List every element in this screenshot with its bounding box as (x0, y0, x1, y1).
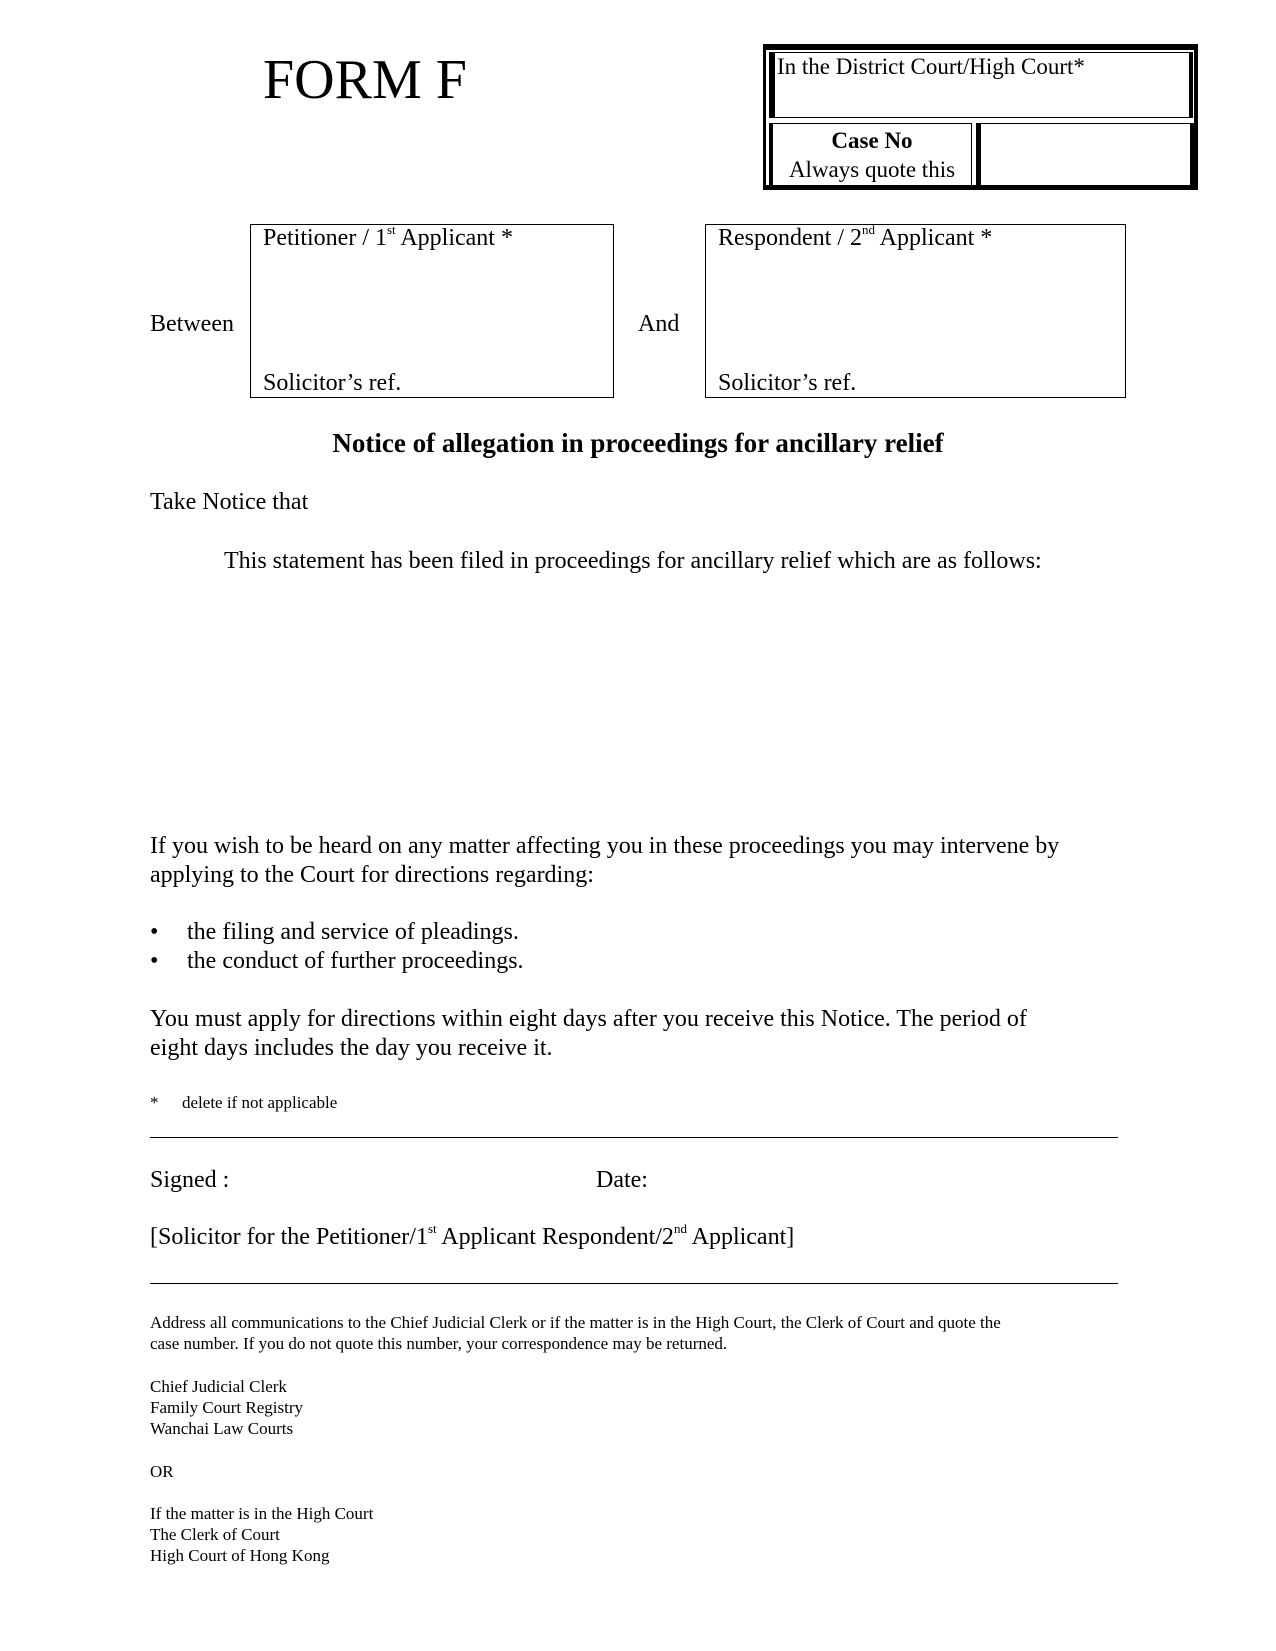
petitioner-solicitor-ref-label: Solicitor’s ref. (263, 370, 402, 396)
address-note-line-2: case number. If you do not quote this number, your correspondence may be returned. (150, 1334, 728, 1353)
and-label: And (638, 311, 680, 337)
list-item: • the filing and service of pleadings. (150, 918, 524, 947)
date-field[interactable] (660, 1166, 960, 1195)
high-court-address (150, 1503, 373, 1566)
footnote-mark: * (150, 1093, 159, 1112)
address-line: High Court of Hong Kong (150, 1546, 330, 1565)
court-case-box (763, 44, 1200, 194)
list-item: • the conduct of further proceedings. (150, 947, 524, 976)
divider-top (150, 1137, 1118, 1138)
form-title: FORM F (263, 49, 467, 111)
address-line: Family Court Registry (150, 1398, 303, 1417)
petitioner-role-label: Petitioner / 1st Applicant * (263, 222, 513, 251)
intervene-paragraph (150, 832, 1059, 890)
deadline-paragraph (150, 1005, 1027, 1063)
case-no-label: Case No (831, 128, 913, 153)
signature-field[interactable] (240, 1166, 570, 1195)
solicitor-capacity-line: [Solicitor for the Petitioner/1st Applicant Respondent/2nd Applicant] (150, 1221, 795, 1250)
address-line: Chief Judicial Clerk (150, 1377, 287, 1396)
case-number-label-cell (769, 123, 972, 187)
intervene-line-1: If you wish to be heard on any matter affecting you in these proceedings you may intervene by (150, 833, 1060, 859)
petitioner-box[interactable] (250, 224, 614, 398)
respondent-role-label: Respondent / 2nd Applicant * (718, 222, 993, 251)
court-label: In the District Court/High Court* (777, 54, 1085, 79)
date-label: Date: (596, 1167, 648, 1193)
intervene-line-2: applying to the Court for directions regarding: (150, 862, 594, 888)
or-label: OR (150, 1462, 174, 1481)
deadline-line-1: You must apply for directions within eight days after you receive this Notice. The period of (150, 1006, 1027, 1032)
respondent-box[interactable] (705, 224, 1126, 398)
respondent-solicitor-ref-label: Solicitor’s ref. (718, 370, 857, 396)
statement-area[interactable] (150, 590, 1118, 820)
signed-label: Signed : (150, 1167, 230, 1193)
between-label: Between (150, 311, 234, 337)
address-note (150, 1312, 1001, 1354)
statement-intro: This statement has been filed in proceedings for ancillary relief which are as follows: (224, 548, 1042, 574)
directions-list (150, 918, 524, 976)
take-notice-text: Take Notice that (150, 489, 309, 515)
address-line: Wanchai Law Courts (150, 1419, 294, 1438)
address-line: If the matter is in the High Court (150, 1504, 374, 1523)
district-court-address (150, 1376, 303, 1439)
divider-bottom (150, 1283, 1118, 1284)
case-number-field[interactable] (976, 123, 1194, 187)
footnote-text: delete if not applicable (182, 1093, 338, 1112)
address-line: The Clerk of Court (150, 1525, 280, 1544)
address-note-line-1: Address all communications to the Chief Judicial Clerk or if the matter is in the High Court, the Clerk of Court and quote the (150, 1313, 1001, 1332)
deadline-line-2: eight days includes the day you receive it. (150, 1035, 553, 1061)
case-no-hint: Always quote this (788, 157, 956, 182)
notice-heading: Notice of allegation in proceedings for ancillary relief (332, 428, 944, 458)
